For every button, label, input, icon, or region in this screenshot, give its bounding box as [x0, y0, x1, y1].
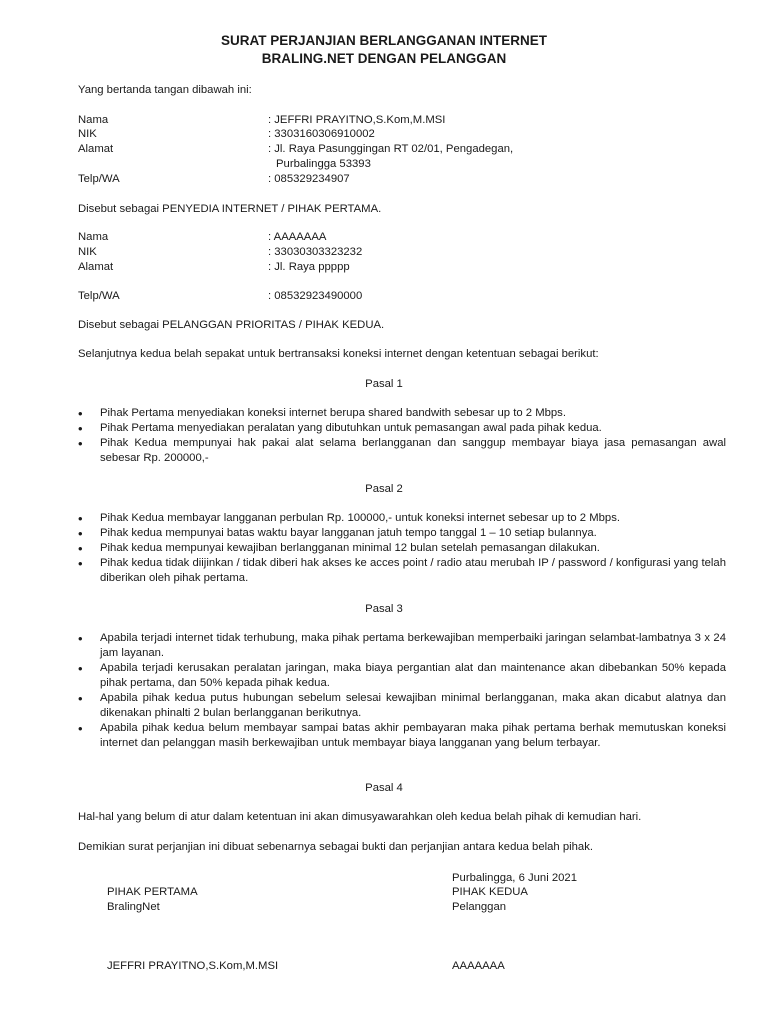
right-party-role: PIHAK KEDUA — [452, 886, 528, 898]
left-signatory-name: JEFFRI PRAYITNO,S.Kom,M.MSI — [107, 960, 279, 972]
right-party-org: Pelanggan — [452, 901, 507, 913]
party1-name-label: Nama — [78, 114, 109, 126]
right-signatory-name: AAAAAAA — [452, 960, 505, 972]
list-item: • Apabila terjadi kerusakan peralatan jaringan, maka biaya pergantian alat dan maintenance akan dibebankan 50% kepada pihak pertama, dan 50% kepada pihak kedua. — [78, 661, 726, 691]
list-item: • Apabila pihak kedua putus hubungan sebelum selesai kewajiban minimal berlangganan, maka akan dicabut alatnya dan dikenakan phinalti 2 bulan berlangganan berikutnya. — [78, 691, 726, 721]
pasal2-list — [78, 511, 726, 586]
party1-nik-value: : 3303160306910002 — [268, 128, 375, 140]
party1-designation: Disebut sebagai PENYEDIA INTERNET / PIHAK PERTAMA. — [78, 203, 382, 215]
list-item: • Apabila pihak kedua belum membayar sampai batas akhir pembayaran maka pihak pertama berhak memutuskan koneksi internet dan pelanggan masih berkewajiban untuk membayar biaya langganan yang belum terbayar. — [78, 721, 726, 751]
party2-nik-value: : 33030303323232 — [268, 246, 363, 258]
pasal3-list — [78, 631, 726, 751]
left-party-role: PIHAK PERTAMA — [107, 886, 198, 898]
document-subtitle: BRALING.NET DENGAN PELANGGAN — [261, 51, 507, 66]
pasal4-heading: Pasal 4 — [365, 782, 403, 794]
party2-address-label: Alamat — [78, 261, 114, 273]
party1-nik-label: NIK — [78, 128, 97, 140]
party1-address-line2: Purbalingga 53393 — [276, 158, 371, 170]
place-date: Purbalingga, 6 Juni 2021 — [452, 872, 577, 884]
left-party-org: BralingNet — [107, 901, 160, 913]
pasal3-heading: Pasal 3 — [365, 603, 403, 615]
pasal4-text: Hal-hal yang belum di atur dalam ketentuan ini akan dimusyawarahkan oleh kedua belah pihak di kemudian hari. — [78, 811, 642, 823]
list-item: • Pihak kedua tidak diijinkan / tidak diberi hak akses ke acces point / radio atau merubah IP / password / konfigurasi yang telah diberikan oleh pihak pertama. — [78, 556, 726, 586]
pasal1-heading: Pasal 1 — [365, 378, 403, 390]
document-title: SURAT PERJANJIAN BERLANGGANAN INTERNET — [220, 33, 548, 48]
party1-address-label: Alamat — [78, 143, 114, 155]
party2-address-value: : Jl. Raya ppppp — [268, 261, 350, 273]
party2-name-value: : AAAAAAA — [268, 231, 327, 243]
party1-phone-label: Telp/WA — [78, 173, 120, 185]
party2-name-label: Nama — [78, 231, 109, 243]
list-item: • Apabila terjadi internet tidak terhubung, maka pihak pertama berkewajiban memperbaiki jaringan selambat-lambatnya 3 x 24 jam layanan. — [78, 631, 726, 661]
agreement-intro: Selanjutnya kedua belah sepakat untuk bertransaksi koneksi internet dengan ketentuan sebagai berikut: — [78, 348, 599, 360]
closing-text: Demikian surat perjanjian ini dibuat sebenarnya sebagai bukti dan perjanjian antara kedua belah pihak. — [78, 841, 593, 853]
list-item: • Pihak kedua mempunyai batas waktu bayar langganan jatuh tempo tanggal 1 – 10 setiap bulannya. — [78, 526, 726, 541]
list-item: • Pihak Pertama menyediakan peralatan yang dibutuhkan untuk pemasangan awal pada pihak kedua. — [78, 421, 726, 436]
party2-nik-label: NIK — [78, 246, 97, 258]
pasal1-list — [78, 406, 726, 466]
party1-name-value: : JEFFRI PRAYITNO,S.Kom,M.MSI — [268, 114, 446, 126]
list-item: • Pihak kedua mempunyai kewajiban berlangganan minimal 12 bulan setelah pemasangan dilakukan. — [78, 541, 726, 556]
party1-phone-value: : 085329234907 — [268, 173, 350, 185]
list-item: • Pihak Kedua membayar langganan perbulan Rp. 100000,- untuk koneksi internet sebesar up to 2 Mbps. — [78, 511, 726, 526]
party2-phone-label: Telp/WA — [78, 290, 120, 302]
list-item: • Pihak Kedua mempunyai hak pakai alat selama berlangganan dan sanggup membayar biaya jasa pemasangan awal sebesar Rp. 200000,- — [78, 436, 726, 466]
party2-designation: Disebut sebagai PELANGGAN PRIORITAS / PIHAK KEDUA. — [78, 319, 385, 331]
party1-address-line1: : Jl. Raya Pasunggingan RT 02/01, Pengadegan, — [268, 143, 514, 155]
pasal2-heading: Pasal 2 — [365, 483, 403, 495]
party2-phone-value: : 08532923490000 — [268, 290, 363, 302]
intro-text: Yang bertanda tangan dibawah ini: — [78, 84, 252, 96]
list-item: • Pihak Pertama menyediakan koneksi internet berupa shared bandwith sebesar up to 2 Mbps. — [78, 406, 726, 421]
